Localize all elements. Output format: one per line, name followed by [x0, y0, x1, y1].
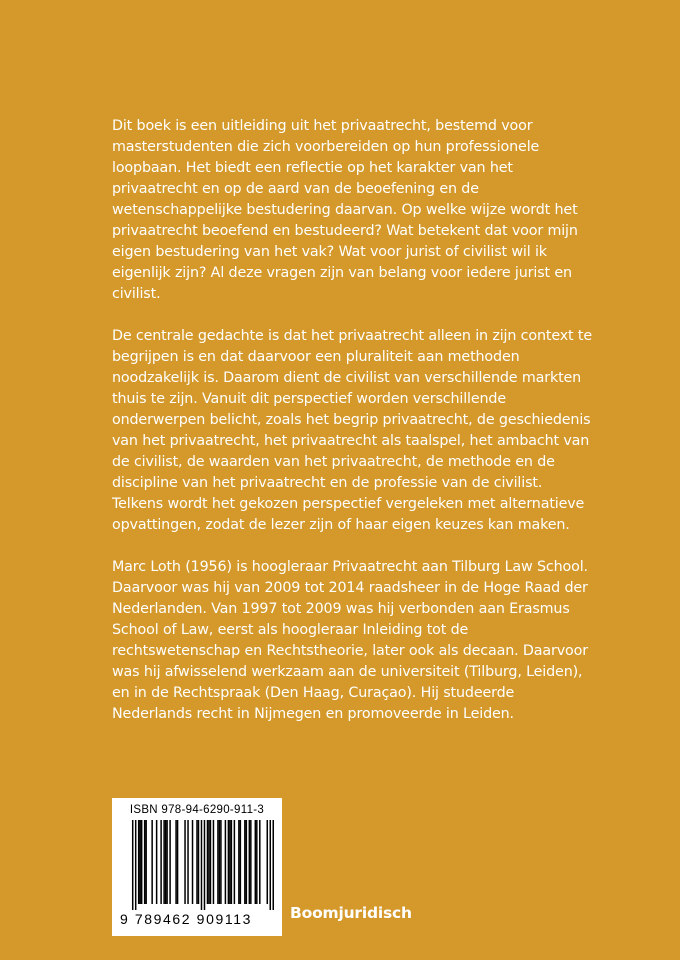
barcode-bar [210, 820, 212, 904]
barcode-bar [192, 820, 194, 904]
barcode-bar [141, 820, 143, 904]
barcode-bar [144, 820, 146, 904]
barcode-bar [196, 820, 198, 904]
barcode-bar [156, 820, 158, 904]
barcode-bar [220, 820, 222, 904]
barcode-bar [217, 820, 219, 904]
barcode-bar [273, 820, 275, 910]
barcode-bar [225, 820, 227, 904]
blurb-paragraph-author-bio: Marc Loth (1956) is hoogleraar Privaatrecht aan Tilburg Law School. Daarvoor was hij van 2009 tot 2014 raadsheer in de Hoge Raad der Nederlanden. Van 1997 tot 2009 was hij verbonden aan Erasmus School of Law, eerst als hoogleraar Inleiding tot de rechtswetenschap en Rechtstheorie, later ook als decaan. Daarvoor was hij afwisselend werkzaam aan de universiteit (Tilburg, Leiden), en in de Rechtspraak (Den Haag, Curaçao). Hij studeerde Nederlands recht in Nijmegen en promoveerde in Leiden. [112, 559, 588, 722]
barcode-box [112, 798, 282, 936]
barcode-bar [228, 820, 230, 904]
barcode-bar [175, 820, 177, 904]
barcode-bar [267, 820, 269, 904]
barcode-bar [250, 820, 252, 904]
barcode-bar [165, 820, 167, 904]
barcode-bar [234, 820, 236, 904]
barcode-bar [166, 820, 168, 904]
barcode-bar [145, 820, 147, 904]
barcode-bar [240, 820, 242, 904]
barcode-bar [177, 820, 179, 904]
barcode-bar [249, 820, 251, 904]
barcode-bar [259, 820, 261, 904]
barcode-bar [255, 820, 257, 904]
barcode-bar [139, 820, 141, 904]
barcode-bar [244, 820, 246, 904]
barcode-bars [120, 820, 274, 910]
barcode-bar [238, 820, 240, 904]
barcode-bar [256, 820, 258, 904]
barcode-bar [204, 820, 206, 910]
barcode-bar [138, 820, 140, 904]
barcode-bar [246, 820, 248, 904]
barcode-bar [132, 820, 134, 910]
barcode-bar [151, 820, 153, 904]
barcode-bar [201, 820, 203, 910]
barcode-bar [169, 820, 171, 904]
barcode-bar [135, 820, 137, 910]
barcode-bar [229, 820, 231, 904]
isbn-label: ISBN 978-94-6290-911-3 [129, 804, 265, 816]
blurb-paragraph-central-idea: De centrale gedachte is dat het privaatrecht alleen in zijn context te begrijpen is en dat daarvoor een pluraliteit aan methoden noodzakelijk is. Daarom dient de civilist van verschillende markten thuis te zijn. Vanuit dit perspectief worden verschillende onderwerpen belicht, zoals het begrip privaatrecht, de geschiedenis van het privaatrecht, het privaatrecht als taalspel, het ambacht van de civilist, de waarden van het privaatrecht, de methode en de discipline van het privaatrecht en de professie van de civilist. Telkens wordt het gekozen perspectief vergeleken met alternatieve opvattingen, zodat de lezer zijn of haar eigen keuzes kan maken. [112, 328, 592, 533]
barcode-bar [184, 820, 186, 904]
barcode-digits: 9 789462 909113 [120, 911, 252, 927]
barcode-bar [198, 820, 200, 904]
barcode-bar [160, 820, 162, 904]
barcode-bar [213, 820, 215, 904]
blurb-paragraph-intro: Dit boek is een uitleiding uit het privaatrecht, bestemd voor masterstudenten die zich voorbereiden op hun professionele loopbaan. Het biedt een reflectie op het karakter van het privaatrecht en op de aard van de beoefening en de wetenschappelijke bestudering daarvan. Op welke wijze wordt het privaatrecht beoefend en bestudeerd? Wat betekent dat voor mijn eigen bestudering van het vak? Wat voor jurist of civilist wil ik eigenlijk zijn? Al deze vragen zijn van belang voor iedere jurist en civilist. [112, 118, 578, 302]
barcode-bar [187, 820, 189, 904]
barcode-bar [207, 820, 209, 904]
barcode-bar [231, 820, 233, 904]
barcode-bar [270, 820, 272, 910]
back-cover-blurb [112, 116, 592, 746]
barcode-bar [219, 820, 221, 904]
barcode-bar [208, 820, 210, 904]
publisher-logo: Boomjuridisch [290, 904, 412, 922]
barcode-bar [163, 820, 165, 904]
